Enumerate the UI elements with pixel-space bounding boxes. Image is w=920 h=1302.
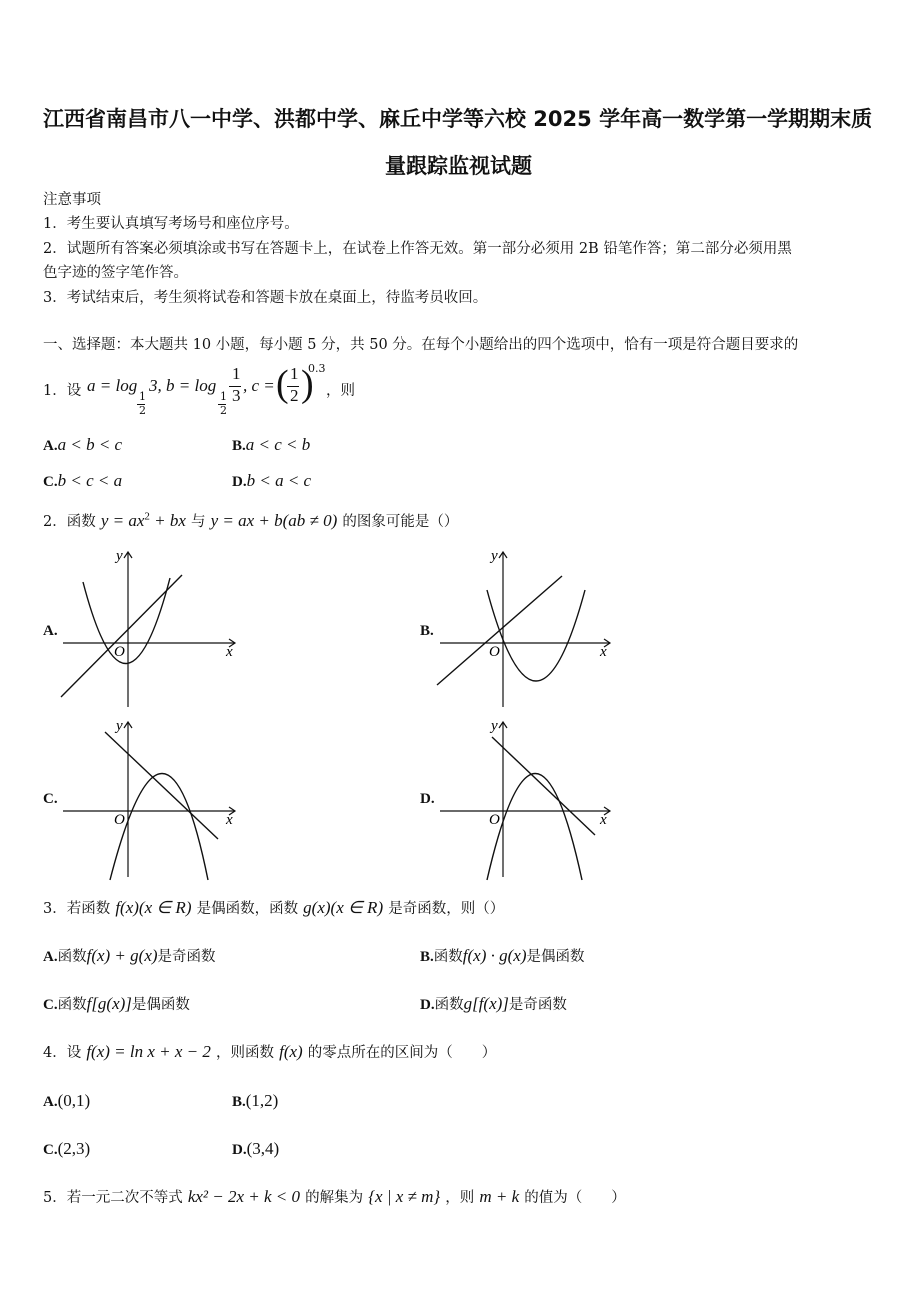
q2-graph-d-parabola — [487, 774, 582, 881]
q3-f: f(x)(x ∈ R) — [115, 898, 192, 917]
q2-graph-a-origin: O — [114, 644, 125, 660]
q2-graph-b[interactable] — [432, 542, 622, 712]
q3-option-b-letter: B. — [420, 949, 434, 965]
q1-option-a-text: a < b < c — [57, 435, 123, 454]
q2-graph-a-line — [61, 575, 182, 697]
q1-frac-den: 3 — [232, 386, 241, 405]
q2-graph-c-letter[interactable]: C. — [43, 791, 58, 807]
q3-suffix: 是奇函数，则（） — [388, 901, 505, 917]
q2-suffix: 的图象可能是（） — [342, 514, 459, 530]
q3-option-b[interactable] — [420, 945, 584, 966]
q1-log-base-den-2: 2 — [220, 404, 227, 417]
q3-option-d[interactable] — [420, 993, 567, 1014]
q2-graph-b-x-label: x — [600, 644, 607, 660]
q3-option-a-pre: 函数 — [57, 949, 87, 965]
q3-option-c-expr: f[g(x)] — [86, 994, 132, 1013]
q1-option-d-letter: D. — [232, 474, 247, 490]
q2-mid: 与 — [191, 514, 206, 530]
q4-option-a-text: (0,1) — [57, 1091, 91, 1110]
q3-option-d-letter: D. — [420, 997, 435, 1013]
q5-mid: 的解集为 — [305, 1190, 364, 1206]
q1-log-base-num-2: 1 — [220, 390, 227, 403]
q4-option-c[interactable] — [43, 1139, 90, 1159]
q3-option-d-expr: g[f(x)] — [463, 994, 509, 1013]
q3-option-a-letter: A. — [43, 949, 58, 965]
q1-exponent: 0.3 — [308, 362, 326, 375]
q1-option-d[interactable] — [232, 471, 311, 491]
q3-option-a-post: 是奇函数 — [157, 949, 216, 965]
q1-half-den: 2 — [290, 386, 299, 405]
q1-number: 1．设 — [43, 383, 82, 399]
question-1 — [43, 362, 843, 422]
q4-f: f(x) — [279, 1042, 303, 1061]
notes-item-2: 2．试题所有答案必须填涂或书写在答题卡上，在试卷上作答无效。第一部分必须用 2B 铅笔作答；第二部分必须用黑 — [43, 241, 792, 257]
q3-option-b-expr: f(x) · g(x) — [462, 946, 527, 965]
q2-graph-b-origin: O — [489, 644, 500, 660]
q1-suffix: ，则 — [326, 383, 355, 399]
q4-option-b[interactable] — [232, 1091, 278, 1111]
q1-option-c-letter: C. — [43, 474, 58, 490]
q5-set: {x | x ≠ m} — [368, 1187, 441, 1206]
q3-option-c[interactable] — [43, 993, 190, 1014]
q3-option-c-pre: 函数 — [57, 997, 87, 1013]
q4-option-c-text: (2,3) — [57, 1139, 91, 1158]
q3-option-c-letter: C. — [43, 997, 58, 1013]
q2-graph-c-y-label: y — [116, 718, 123, 734]
q2-graph-d-line — [492, 737, 595, 835]
q1-log-base-den: 2 — [139, 404, 146, 417]
q1-option-a[interactable] — [43, 435, 122, 455]
q2-graph-b-parabola — [487, 590, 585, 681]
question-5 — [43, 1186, 626, 1207]
q3-option-a[interactable] — [43, 945, 216, 966]
q5-expr: kx² − 2x + k < 0 — [187, 1187, 301, 1206]
q1-option-a-letter: A. — [43, 438, 58, 454]
q2-graph-c-origin: O — [114, 812, 125, 828]
q3-option-d-post: 是奇函数 — [508, 997, 567, 1013]
page-title-line2: 量跟踪监视试题 — [385, 154, 532, 178]
q2-f1: y = ax — [100, 511, 145, 530]
q3-option-b-pre: 函数 — [433, 949, 463, 965]
q3-option-b-post: 是偶函数 — [526, 949, 585, 965]
q1-paren-right: ) — [301, 363, 314, 405]
q4-expr: f(x) = ln x + x − 2 — [86, 1042, 211, 1061]
q2-graph-d-origin: O — [489, 812, 500, 828]
q4-option-d[interactable] — [232, 1139, 279, 1159]
q2-graph-a-letter[interactable]: A. — [43, 623, 58, 639]
section-heading: 一、选择题：本大题共 10 小题，每小题 5 分，共 50 分。在每个小题给出的四个选项中，恰有一项是符合题目要求的 — [43, 337, 799, 353]
q1-log-base-num: 1 — [139, 390, 146, 403]
q2-graph-a-parabola — [83, 578, 170, 664]
q3-g: g(x)(x ∈ R) — [303, 898, 384, 917]
q2-graph-d-letter[interactable]: D. — [420, 791, 435, 807]
q1-half-num: 1 — [290, 364, 299, 383]
notes-heading: 注意事项 — [43, 192, 101, 208]
q4-option-c-letter: C. — [43, 1142, 58, 1158]
q4-option-d-letter: D. — [232, 1142, 247, 1158]
q1-frac-num: 1 — [232, 364, 241, 383]
page-title-line1: 江西省南昌市八一中学、洪都中学、麻丘中学等六校 2025 学年高一数学第一学期期末质 — [43, 107, 873, 131]
q5-mid2: ，则 — [445, 1190, 475, 1206]
notes-item-2-cont: 色字迹的签字笔作答。 — [43, 265, 188, 281]
q3-option-a-expr: f(x) + g(x) — [86, 946, 158, 965]
q2-graph-d-y-label: y — [491, 718, 498, 734]
q1-expr-a: a = log — [87, 376, 138, 395]
q2-graph-a-x-label: x — [226, 644, 233, 660]
question-4 — [43, 1041, 496, 1062]
q1-paren-left: ( — [276, 363, 289, 405]
q1-expr-c: , c = — [243, 376, 275, 395]
q2-graph-a[interactable] — [55, 542, 245, 712]
question-3 — [43, 897, 504, 918]
q1-option-c-text: b < c < a — [57, 471, 123, 490]
q2-graph-d-x-label: x — [600, 812, 607, 828]
q2-number: 2．函数 — [43, 514, 96, 530]
q4-option-b-letter: B. — [232, 1094, 246, 1110]
q3-option-d-pre: 函数 — [434, 997, 464, 1013]
q2-graph-b-line — [437, 576, 562, 685]
notes-item-1: 1．考生要认真填写考场号和座位序号。 — [43, 216, 299, 232]
q2-f2: y = ax + b(ab ≠ 0) — [210, 511, 338, 530]
q3-mid: 是偶函数，函数 — [196, 901, 299, 917]
q4-option-d-text: (3,4) — [246, 1139, 280, 1158]
q2-graph-d[interactable] — [432, 712, 622, 882]
q4-mid: ，则函数 — [216, 1045, 274, 1061]
q3-option-c-post: 是偶函数 — [131, 997, 190, 1013]
q2-graph-c[interactable] — [55, 712, 245, 882]
q4-option-a-letter: A. — [43, 1094, 58, 1110]
notes-item-3: 3．考试结束后，考生须将试卷和答题卡放在桌面上，待监考员收回。 — [43, 290, 488, 306]
q4-number: 4．设 — [43, 1045, 82, 1061]
q2-graph-c-x-label: x — [226, 812, 233, 828]
q1-expr-b: 3, b = log — [149, 376, 217, 395]
q2-graph-b-y-label: y — [491, 548, 498, 564]
q2-f1-sup: 2 — [144, 510, 150, 523]
q2-graph-b-letter[interactable]: B. — [420, 623, 434, 639]
q1-option-b-text: a < c < b — [245, 435, 311, 454]
q3-number: 3．若函数 — [43, 901, 111, 917]
q5-mk: m + k — [479, 1187, 520, 1206]
q1-option-b[interactable] — [232, 435, 310, 455]
q1-option-c[interactable] — [43, 471, 122, 491]
q4-suffix: 的零点所在的区间为（ ） — [307, 1045, 497, 1061]
question-2 — [43, 510, 458, 531]
q1-option-b-letter: B. — [232, 438, 246, 454]
q1-option-d-text: b < a < c — [246, 471, 312, 490]
q5-suffix: 的值为（ ） — [524, 1190, 626, 1206]
q4-option-a[interactable] — [43, 1091, 90, 1111]
q4-option-b-text: (1,2) — [245, 1091, 279, 1110]
q2-graph-a-y-label: y — [116, 548, 123, 564]
q2-f1-tail: + bx — [149, 511, 186, 530]
q5-number: 5．若一元二次不等式 — [43, 1190, 183, 1206]
